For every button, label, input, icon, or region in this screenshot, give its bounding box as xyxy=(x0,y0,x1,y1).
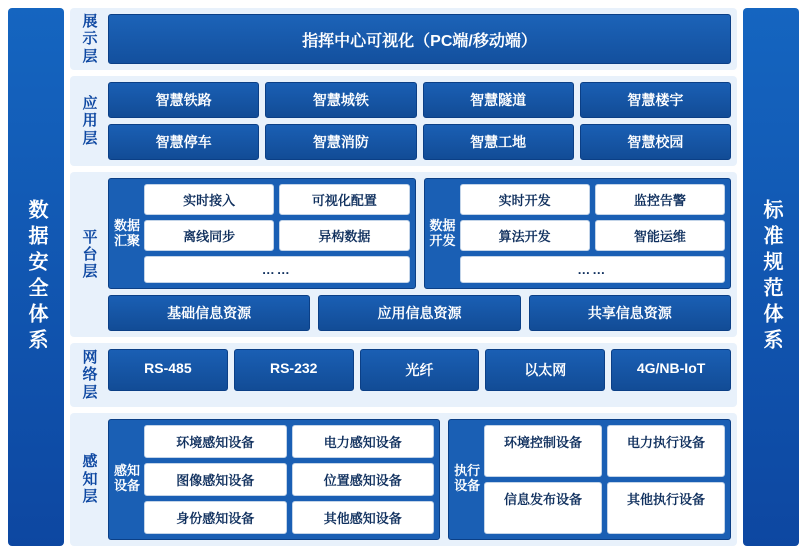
display-layer-label: 展示层 xyxy=(82,13,98,65)
command-center-box[interactable]: 指挥中心可视化（PC端/移动端） xyxy=(108,14,731,64)
layers-column xyxy=(64,8,743,546)
platform-layer xyxy=(70,172,737,337)
application-layer-label: 应用层 xyxy=(82,95,98,147)
right-vertical-bar-label: 标准规范体系 xyxy=(760,199,782,355)
platform-group-data-aggregation-items xyxy=(140,184,410,283)
platform-item-intelligent-ops[interactable]: 智能运维 xyxy=(595,220,725,251)
perception-group-execution-devices-items xyxy=(480,425,725,534)
execution-item-environment-control[interactable]: 环境控制设备 xyxy=(484,425,602,477)
execution-item-other[interactable]: 其他执行设备 xyxy=(607,482,725,534)
platform-groups xyxy=(108,178,731,289)
sensing-item-image[interactable]: 图像感知设备 xyxy=(144,463,287,496)
app-item-smart-railway[interactable]: 智慧铁路 xyxy=(108,82,259,118)
app-item-smart-urban-rail[interactable]: 智慧城铁 xyxy=(265,82,416,118)
platform-group-data-aggregation-label: 数据汇聚 xyxy=(114,217,141,248)
perception-group-sensing-devices-label: 感知设备 xyxy=(114,463,141,494)
app-item-smart-firefighting[interactable]: 智慧消防 xyxy=(265,124,416,160)
perception-group-execution-devices-label: 执行设备 xyxy=(454,463,481,494)
platform-layer-body xyxy=(104,178,731,331)
perception-layer-body xyxy=(104,419,731,540)
network-item-rs485[interactable]: RS-485 xyxy=(108,349,228,391)
platform-item-more-aggregation[interactable]: …… xyxy=(144,256,410,283)
network-layer-label: 网络层 xyxy=(82,349,98,401)
perception-group-execution-devices xyxy=(448,419,731,540)
platform-layer-label: 平台层 xyxy=(82,228,98,281)
platform-item-realtime-access[interactable]: 实时接入 xyxy=(144,184,274,215)
left-vertical-bar xyxy=(8,8,64,546)
display-layer xyxy=(70,8,737,70)
network-item-ethernet[interactable]: 以太网 xyxy=(485,349,605,391)
display-layer-body xyxy=(104,14,731,64)
platform-group-data-development-label: 数据开发 xyxy=(429,217,456,248)
platform-group-data-development xyxy=(424,178,732,289)
resource-basic-information[interactable]: 基础信息资源 xyxy=(108,295,310,331)
platform-item-algorithm-development[interactable]: 算法开发 xyxy=(460,220,590,251)
network-layer xyxy=(70,343,737,407)
perception-groups xyxy=(108,419,731,540)
platform-group-data-development-items xyxy=(456,184,726,283)
network-item-rs232[interactable]: RS-232 xyxy=(234,349,354,391)
platform-item-realtime-development[interactable]: 实时开发 xyxy=(460,184,590,215)
platform-resources xyxy=(108,295,731,331)
network-item-fiber[interactable]: 光纤 xyxy=(360,349,480,391)
sensing-item-position[interactable]: 位置感知设备 xyxy=(292,463,435,496)
sensing-item-other[interactable]: 其他感知设备 xyxy=(292,501,435,534)
network-items-grid xyxy=(108,349,731,391)
app-item-smart-tunnel[interactable]: 智慧隧道 xyxy=(423,82,574,118)
resource-shared-information[interactable]: 共享信息资源 xyxy=(529,295,731,331)
left-vertical-bar-label: 数据安全体系 xyxy=(25,199,47,355)
sensing-item-environment[interactable]: 环境感知设备 xyxy=(144,425,287,458)
network-layer-body xyxy=(104,349,731,401)
sensing-item-identity[interactable]: 身份感知设备 xyxy=(144,501,287,534)
platform-item-visual-config[interactable]: 可视化配置 xyxy=(279,184,409,215)
platform-group-data-aggregation xyxy=(108,178,416,289)
platform-item-heterogeneous-data[interactable]: 异构数据 xyxy=(279,220,409,251)
execution-item-information-release[interactable]: 信息发布设备 xyxy=(484,482,602,534)
sensing-item-power[interactable]: 电力感知设备 xyxy=(292,425,435,458)
platform-item-more-development[interactable]: …… xyxy=(460,256,726,283)
app-item-smart-parking[interactable]: 智慧停车 xyxy=(108,124,259,160)
app-item-smart-construction-site[interactable]: 智慧工地 xyxy=(423,124,574,160)
application-items-grid xyxy=(108,82,731,160)
application-layer-body xyxy=(104,82,731,160)
perception-group-sensing-devices-items xyxy=(140,425,434,534)
application-layer xyxy=(70,76,737,166)
execution-item-power[interactable]: 电力执行设备 xyxy=(607,425,725,477)
perception-group-sensing-devices xyxy=(108,419,440,540)
right-vertical-bar xyxy=(743,8,799,546)
perception-layer xyxy=(70,413,737,546)
platform-item-monitoring-alarm[interactable]: 监控告警 xyxy=(595,184,725,215)
platform-item-offline-sync[interactable]: 离线同步 xyxy=(144,220,274,251)
app-item-smart-building[interactable]: 智慧楼宇 xyxy=(580,82,731,118)
app-item-smart-campus[interactable]: 智慧校园 xyxy=(580,124,731,160)
network-item-4g-nbiot[interactable]: 4G/NB-IoT xyxy=(611,349,731,391)
resource-application-information[interactable]: 应用信息资源 xyxy=(318,295,520,331)
perception-layer-label: 感知层 xyxy=(82,453,98,505)
